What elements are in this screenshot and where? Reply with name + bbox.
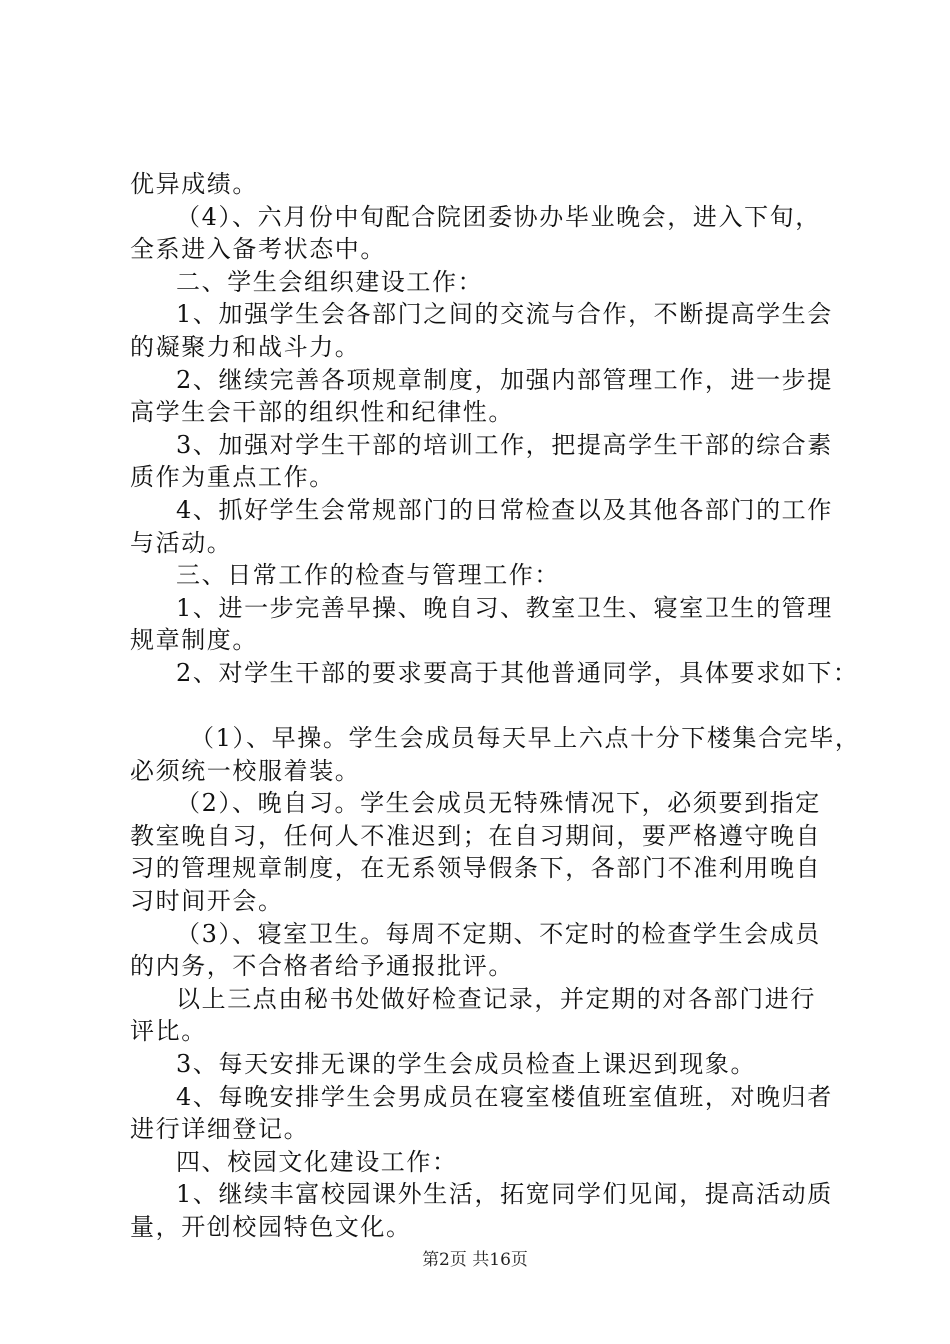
paragraph-line: 规章制度。: [130, 626, 258, 655]
paragraph-line: 1、加强学生会各部门之间的交流与合作，不断提高学生会: [176, 300, 833, 329]
paragraph-line: 必须统一校服着装。: [130, 756, 361, 785]
paragraph-line: 4、每晚安排学生会男成员在寝室楼值班室值班，对晚归者: [176, 1082, 833, 1111]
paragraph-line: 习的管理规章制度，在无系领导假条下，各部门不准利用晚自: [130, 854, 822, 883]
paragraph-line: 与活动。: [130, 528, 233, 557]
paragraph-line: （1）、早操。学生会成员每天早上六点十分下楼集合完毕，: [190, 724, 861, 753]
paragraph-line: （4）、六月份中旬配合院团委协办毕业晚会，进入下旬，: [176, 202, 821, 231]
paragraph-line: 2、对学生干部的要求要高于其他普通同学，具体要求如下：: [176, 658, 859, 687]
paragraph-line: 质作为重点工作。: [130, 463, 335, 492]
paragraph-line: （3）、寝室卫生。每周不定期、不定时的检查学生会成员: [176, 919, 821, 948]
document-body: [130, 168, 861, 1244]
paragraph-line: 以上三点由秘书处做好检查记录，并定期的对各部门进行: [176, 984, 816, 1013]
paragraph-line: 1、进一步完善早操、晚自习、教室卫生、寝室卫生的管理: [176, 593, 833, 622]
paragraph-line: 教室晚自习，任何人不准迟到；在自习期间，要严格遵守晚自: [130, 821, 822, 850]
paragraph-line: （2）、晚自习。学生会成员无特殊情况下，必须要到指定: [176, 789, 821, 818]
paragraph-line: [130, 690, 830, 723]
paragraph-line: 习时间开会。: [130, 887, 284, 916]
paragraph-line: 的内务，不合格者给予通报批评。: [130, 952, 514, 981]
paragraph-line: 高学生会干部的组织性和纪律性。: [130, 398, 514, 427]
paragraph-line: 评比。: [130, 1017, 207, 1046]
paragraph-line: 进行详细登记。: [130, 1115, 310, 1144]
paragraph-line: 的凝聚力和战斗力。: [130, 332, 361, 361]
paragraph-line: 4、抓好学生会常规部门的日常检查以及其他各部门的工作: [176, 495, 833, 524]
page-number-footer: 第2页 共16页: [422, 1250, 528, 1270]
paragraph-line: 二、学生会组织建设工作：: [176, 267, 484, 296]
paragraph-line: 四、校园文化建设工作：: [176, 1147, 458, 1176]
paragraph-line: 量，开创校园特色文化。: [130, 1213, 412, 1241]
paragraph-line: 3、加强对学生干部的培训工作，把提高学生干部的综合素: [176, 430, 833, 459]
paragraph-line: 三、日常工作的检查与管理工作：: [176, 561, 560, 590]
paragraph-line: 优异成绩。: [130, 170, 258, 198]
paragraph-line: 1、继续丰富校园课外生活，拓宽同学们见闻，提高活动质: [176, 1180, 833, 1209]
paragraph-line: 2、继续完善各项规章制度，加强内部管理工作，进一步提: [176, 365, 833, 394]
paragraph-line: 3、每天安排无课的学生会成员检查上课迟到现象。: [176, 1050, 757, 1079]
paragraph-line: 全系进入备考状态中。: [130, 235, 386, 264]
